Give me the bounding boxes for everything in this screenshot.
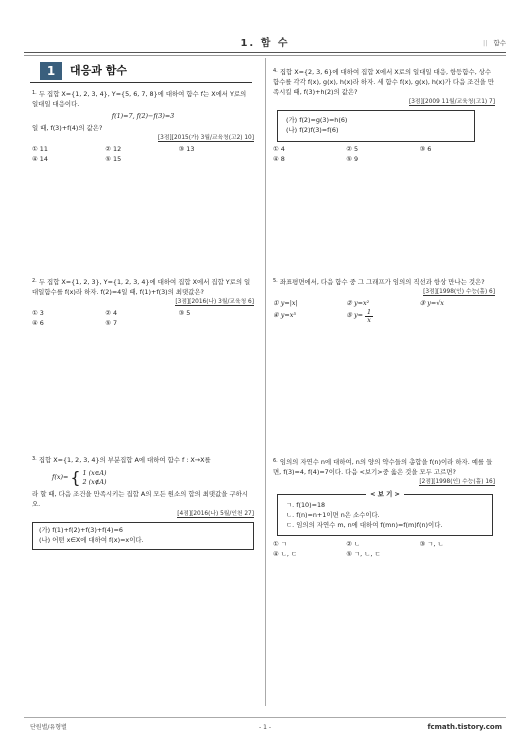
question-number: 2. (32, 278, 37, 284)
question-1 (32, 90, 254, 165)
question-number: 1. (32, 90, 37, 96)
question-text: 집합 X={2, 3, 6}에 대하여 집합 X에서 X로의 일대일 대응, 항등함수, 상수함수를 각각 f(x), g(x), h(x)라 하자. 세 함수 f(x), g(x), h(x)가 다음 조건을 만족시킬 때, f(3)+h(2)의 값은? (273, 68, 495, 96)
condition-line: (가) f(1)+f(2)+f(3)+f(4)=6 (39, 525, 123, 534)
option[interactable]: ② 5 (346, 144, 359, 153)
fraction-numerator: 1 (366, 307, 372, 316)
section-number: 1 (40, 62, 62, 80)
option[interactable]: ② 4 (105, 308, 118, 317)
question-number: 4. (273, 68, 278, 74)
question-condition: f(1)=7, f(2)−f(3)=3 (111, 111, 175, 120)
option[interactable]: ② 12 (105, 144, 122, 153)
option[interactable]: ① y=|x| (273, 298, 298, 307)
bogi-box (277, 489, 493, 536)
question-5 (273, 278, 495, 324)
option[interactable]: ③ y=√x (419, 298, 444, 307)
question-text: 임의의 자연수 n에 대하여, n의 양의 약수들의 총합을 f(n)이라 하자. 예를 들면, f(3)=4, f(4)=7이다. 다음 <보기>중 옳은 것을 모두 고르면? (273, 458, 493, 476)
option[interactable]: ④ y=x³ (273, 311, 296, 320)
question-text-2: 라 할 때, 다음 조건을 만족시키는 집합 A의 모든 원소의 합의 최댓값을 구하시오. (32, 489, 248, 508)
header-rule (24, 52, 506, 53)
answer-options (273, 540, 495, 560)
question-number: 5. (273, 278, 278, 284)
answer-options (32, 145, 254, 165)
option[interactable]: ⑤ ㄱ, ㄴ, ㄷ (346, 549, 381, 558)
page-title: 1. 함 수 (240, 38, 290, 49)
option[interactable]: ④ 6 (32, 318, 44, 327)
question-text: 좌표평면에서, 다음 함수 중 그 그래프가 임의의 직선과 항상 만나는 것은? (279, 278, 485, 286)
question-text: 두 집합 X={1, 2, 3}, Y={1, 2, 3, 4}에 대하여 집합 X에서 집합 Y로의 일대일함수를 f(x)라 하자. f(2)=4일 때, f(1)+f(3)의 최댓값은? (32, 278, 251, 296)
option[interactable]: ① 3 (32, 308, 44, 317)
option[interactable]: ② ㄴ (346, 539, 361, 548)
option[interactable]: ④ 14 (32, 154, 48, 163)
piecewise-function: f(x)= { 1 (x∈A) 2 (x∉A) (52, 467, 107, 487)
site-link[interactable]: fcmath.tistory.com (427, 723, 502, 731)
option[interactable]: ③ 6 (419, 144, 432, 153)
header-rule-thin (24, 55, 506, 56)
answer-options (273, 145, 495, 165)
bogi-item: ㄷ. 임의의 자연수 m, n에 대하여 f(mn)=f(m)f(n)이다. (286, 520, 443, 529)
option[interactable]: ③ ㄱ, ㄴ (419, 539, 444, 548)
condition-box (32, 522, 254, 550)
question-number: 3. (32, 456, 37, 462)
piece-line: 2 (x∉A) (82, 477, 107, 486)
option[interactable]: ⑤ 9 (346, 154, 359, 163)
question-4 (273, 68, 495, 164)
subject-text: 함수 (493, 39, 506, 47)
subject-label: || 함수 (483, 39, 506, 47)
question-text: 두 집합 X={1, 2, 3, 4}, Y={5, 6, 7, 8}에 대하여 함수 f는 X에서 Y로의 일대일 대응이다. (32, 90, 247, 108)
question-number: 6. (273, 458, 278, 464)
answer-options (32, 309, 254, 329)
bogi-item: ㄴ. f(n)=n+1이면 n은 소수이다. (286, 510, 380, 519)
question-source: [3점][1998(인) 수능(홀) 6] (423, 288, 495, 295)
option[interactable]: ③ 13 (178, 144, 195, 153)
question-source: [4점][2016(나) 5월/인천 27] (177, 510, 254, 517)
question-3 (32, 456, 254, 550)
question-source: [3점][2015(가) 3월/교육청(고2) 10] (157, 134, 254, 141)
fraction-denominator: x (367, 315, 371, 324)
question-source: [3점][2016(나) 3월/교육청 6] (175, 298, 254, 305)
condition-line: (나) 어떤 x∈X에 대하여 f(x)=x이다. (39, 535, 144, 544)
question-2 (32, 278, 254, 329)
piece-line: 1 (x∈A) (82, 468, 107, 477)
bogi-title: < 보 기 > (366, 490, 404, 498)
option[interactable]: ④ ㄴ, ㄷ (273, 549, 298, 558)
condition-box (277, 110, 475, 142)
option[interactable]: ① 4 (273, 144, 285, 153)
footer-category: 단원별/유형별 (30, 724, 67, 731)
answer-options (273, 299, 495, 324)
option-fraction[interactable] (346, 309, 419, 324)
option[interactable]: ⑤ 7 (105, 318, 118, 327)
bogi-item: ㄱ. f(10)=18 (286, 500, 326, 509)
question-ask: 일 때, f(3)+f(4)의 값은? (32, 123, 103, 132)
section-title: 대응과 함수 (70, 64, 127, 77)
condition-line: (나) f(2)f(3)=f(6) (286, 125, 339, 134)
option[interactable]: ⑤ 15 (105, 154, 122, 163)
option-prefix: ⑤ y= (346, 311, 363, 320)
option[interactable]: ① ㄱ (273, 539, 287, 548)
option[interactable]: ① 11 (32, 144, 48, 153)
option[interactable]: ② y=x² (346, 298, 370, 307)
question-source: [3점][2009 11월/교육청(고1) 7] (408, 98, 495, 105)
option[interactable]: ③ 5 (178, 308, 191, 317)
question-text: 집합 X={1, 2, 3, 4}의 부분집합 A에 대하여 함수 f : X→X를 (38, 456, 211, 464)
option[interactable]: ④ 8 (273, 154, 285, 163)
fraction (365, 309, 373, 324)
condition-line: (가) f(2)=g(3)=h(6) (286, 115, 348, 124)
footer-rule (24, 717, 506, 718)
column-divider (265, 58, 266, 706)
question-6 (273, 458, 495, 559)
section-heading (30, 60, 252, 83)
page-number: - 1 - (259, 724, 271, 731)
question-source: [2점][1998(인) 수능(홀) 16] (419, 478, 495, 485)
